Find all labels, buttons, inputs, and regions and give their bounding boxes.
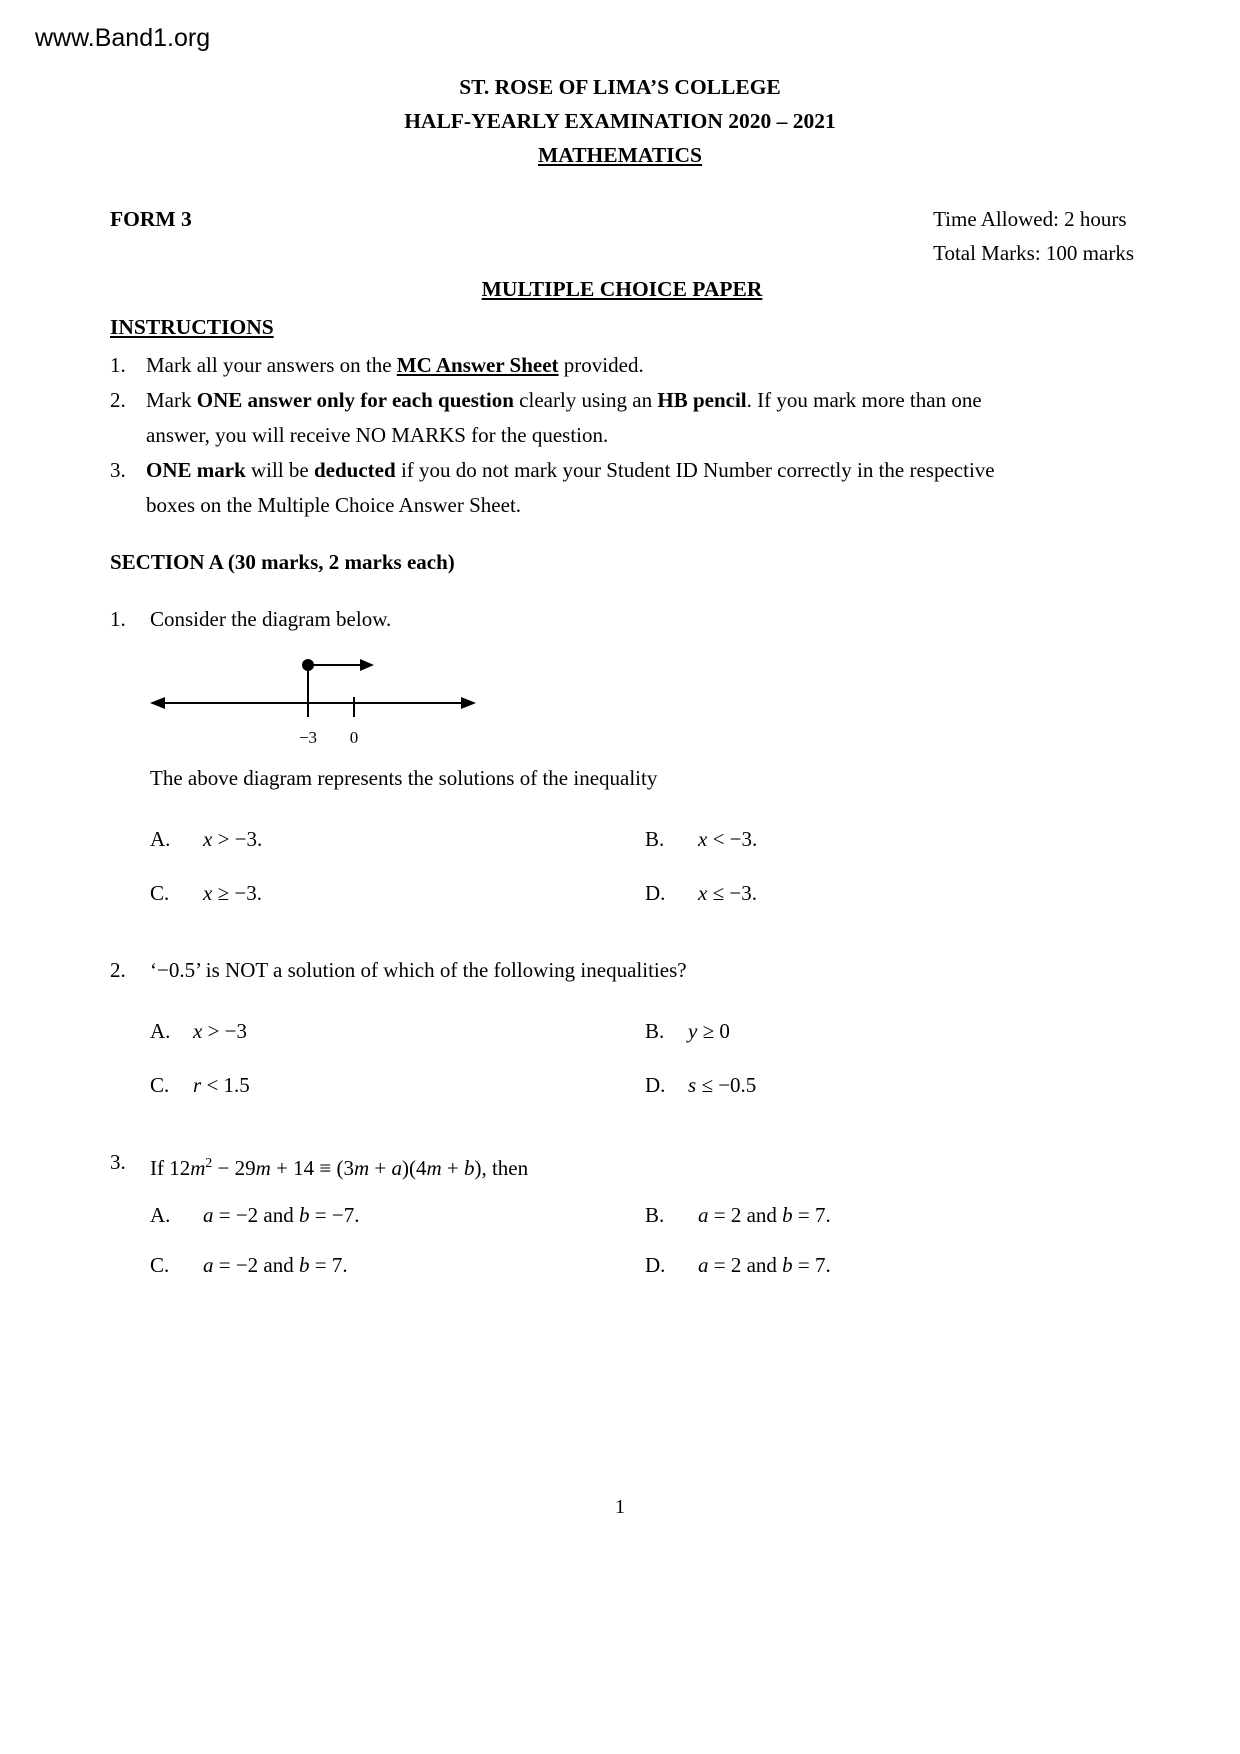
option-c	[150, 1068, 645, 1103]
instruction-item-3	[110, 453, 1134, 523]
instruction-text: Mark all your answers on the MC Answer Sheet provided.	[146, 353, 644, 377]
option-label: C.	[150, 881, 170, 905]
instructions-heading: INSTRUCTIONS	[110, 315, 274, 339]
tick-label-zero: 0	[349, 728, 359, 747]
right-arrowhead-icon	[461, 697, 476, 709]
options-grid-q3	[150, 1198, 1134, 1283]
instruction-number: 3.	[110, 458, 126, 482]
option-label: B.	[645, 1203, 665, 1227]
instruction-item-1	[110, 348, 1134, 383]
option-b	[645, 1014, 1134, 1049]
section-a-heading: SECTION A (30 marks, 2 marks each)	[110, 550, 455, 574]
question-stem: ‘−0.5’ is NOT a solution of which of the following inequalities?	[150, 958, 687, 982]
question-number: 3.	[110, 1150, 126, 1174]
question-2	[110, 953, 1134, 1103]
instruction-text: ONE mark will be deducted if you do not mark your Student ID Number correctly in the respective boxes on the Multiple Choice Answer Sheet.	[146, 458, 995, 517]
question-number: 2.	[110, 958, 126, 982]
instruction-number: 2.	[110, 388, 126, 412]
form-info-row	[110, 202, 1134, 270]
option-text: a = −2 and b = 7.	[203, 1253, 348, 1277]
option-text: x ≤ −3.	[698, 881, 757, 905]
option-label: A.	[150, 1019, 171, 1043]
option-text: a = 2 and b = 7.	[698, 1203, 831, 1227]
page-number: 1	[615, 1496, 625, 1518]
instructions-list	[110, 348, 1134, 523]
option-label: A.	[150, 827, 171, 851]
option-label: D.	[645, 1253, 666, 1277]
option-label: B.	[645, 1019, 665, 1043]
option-label: D.	[645, 1073, 666, 1097]
page-content	[0, 202, 1240, 1283]
option-text: s ≤ −0.5	[688, 1073, 757, 1097]
school-name: ST. ROSE OF LIMA’S COLLEGE	[459, 75, 781, 99]
option-text: x > −3.	[203, 827, 263, 851]
option-c	[150, 1248, 645, 1283]
instruction-text: Mark ONE answer only for each question clearly using an HB pencil. If you mark more than one answer, you will receive NO MARKS for the question.	[146, 388, 982, 447]
time-allowed: Time Allowed: 2 hours	[933, 207, 1127, 231]
option-label: C.	[150, 1253, 170, 1277]
option-text: x < −3.	[698, 827, 758, 851]
option-label: D.	[645, 881, 666, 905]
option-label: B.	[645, 827, 665, 851]
question-1	[110, 602, 1134, 911]
total-marks: Total Marks: 100 marks	[933, 241, 1134, 265]
instruction-item-2	[110, 383, 1134, 453]
option-d	[645, 1248, 1134, 1283]
option-c	[150, 876, 645, 911]
question-number: 1.	[110, 607, 126, 631]
option-text: x > −3	[193, 1019, 248, 1043]
option-label: A.	[150, 1203, 171, 1227]
question-stem-2: The above diagram represents the solutions of the inequality	[150, 766, 658, 790]
option-text: a = −2 and b = −7.	[203, 1203, 360, 1227]
exam-title: HALF-YEARLY EXAMINATION 2020 – 2021	[404, 109, 836, 133]
option-a	[150, 822, 645, 857]
question-stem: Consider the diagram below.	[150, 607, 392, 631]
options-grid-q1	[150, 822, 1134, 911]
option-text: r < 1.5	[193, 1073, 250, 1097]
left-arrowhead-icon	[150, 697, 165, 709]
option-text: x ≥ −3.	[203, 881, 262, 905]
question-3	[110, 1145, 1134, 1283]
option-text: y ≥ 0	[688, 1019, 730, 1043]
option-d	[645, 876, 1134, 911]
paper-title: MULTIPLE CHOICE PAPER	[481, 277, 763, 301]
tick-label-neg3: −3	[298, 728, 318, 747]
site-watermark: www.Band1.org	[35, 24, 211, 52]
number-line-diagram	[148, 651, 1134, 757]
question-stem: If $12m^2 - 29m + 14 \equiv (3m + a)(4m + b)$, then	[150, 1155, 529, 1180]
exam-meta	[933, 202, 1134, 270]
option-a	[150, 1014, 645, 1049]
number-line-svg	[148, 651, 478, 751]
option-text: a = 2 and b = 7.	[698, 1253, 831, 1277]
ray-arrowhead-icon	[360, 659, 374, 671]
option-label: C.	[150, 1073, 170, 1097]
subject-title: MATHEMATICS	[537, 143, 703, 167]
option-a	[150, 1198, 645, 1233]
form-label: FORM 3	[110, 207, 192, 231]
instruction-number: 1.	[110, 353, 126, 377]
option-b	[645, 1198, 1134, 1233]
options-grid-q2	[150, 1014, 1134, 1103]
option-d	[645, 1068, 1134, 1103]
option-b	[645, 822, 1134, 857]
